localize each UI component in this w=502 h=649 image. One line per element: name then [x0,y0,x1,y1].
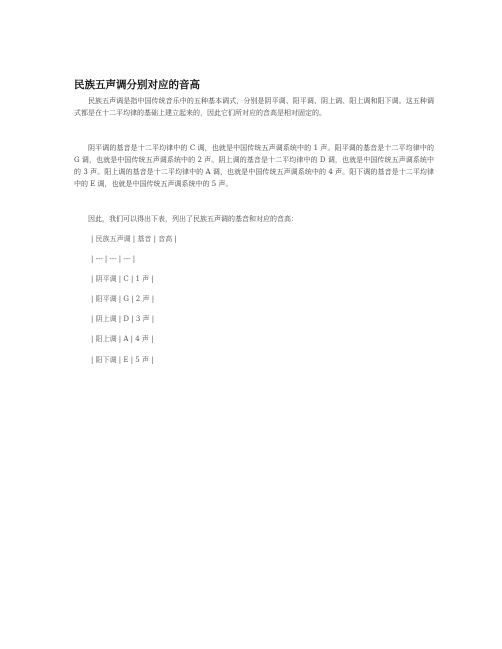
table-row: | 阳下调 | E | 5 声 | [91,356,154,364]
table-row: | 阴上调 | D | 3 声 | [91,315,155,323]
intro-paragraph: 民族五声调是指中国传统音乐中的五种基本调式，分别是阴平调、阳平调、阴上调、阳上调和阳下调。这五种调式都是在十二平均律的基础上建立起来的，因此它们所对应的音高是相对固定的。 [74,97,434,117]
table-row: | 阳平调 | G | 2 声 | [91,295,155,303]
detail-paragraph: 阴平调的基音是十二平均律中的 C 调，也就是中国传统五声调系统中的 1 声。阳平调的基音是十二平均律中的 G 调，也就是中国传统五声调系统中的 2 声。阴上调的基音是十二平均律中的 D 调，也就是中国传统五声调系统中的 3 声。阳上调的基音是十二平均律中的 A 调，也就是中国传统五声调系统中的 4 声。阳下调的基音是十二平均律中的 E 调，也就是中国传统五声调系统中的 5 声。 [74,144,434,188]
document-title: 民族五声调分别对应的音高 [74,79,200,91]
table-separator-line: | --- | --- | --- | [91,255,136,263]
table-header-line: | 民族五声调 | 基音 | 音高 | [91,235,177,243]
table-row: | 阳上调 | A | 4 声 | [91,335,154,343]
table-row: | 阴平调 | C | 1 声 | [91,275,154,283]
summary-paragraph: 因此，我们可以得出下表，列出了民族五声调的基音和对应的音高： [88,215,298,223]
